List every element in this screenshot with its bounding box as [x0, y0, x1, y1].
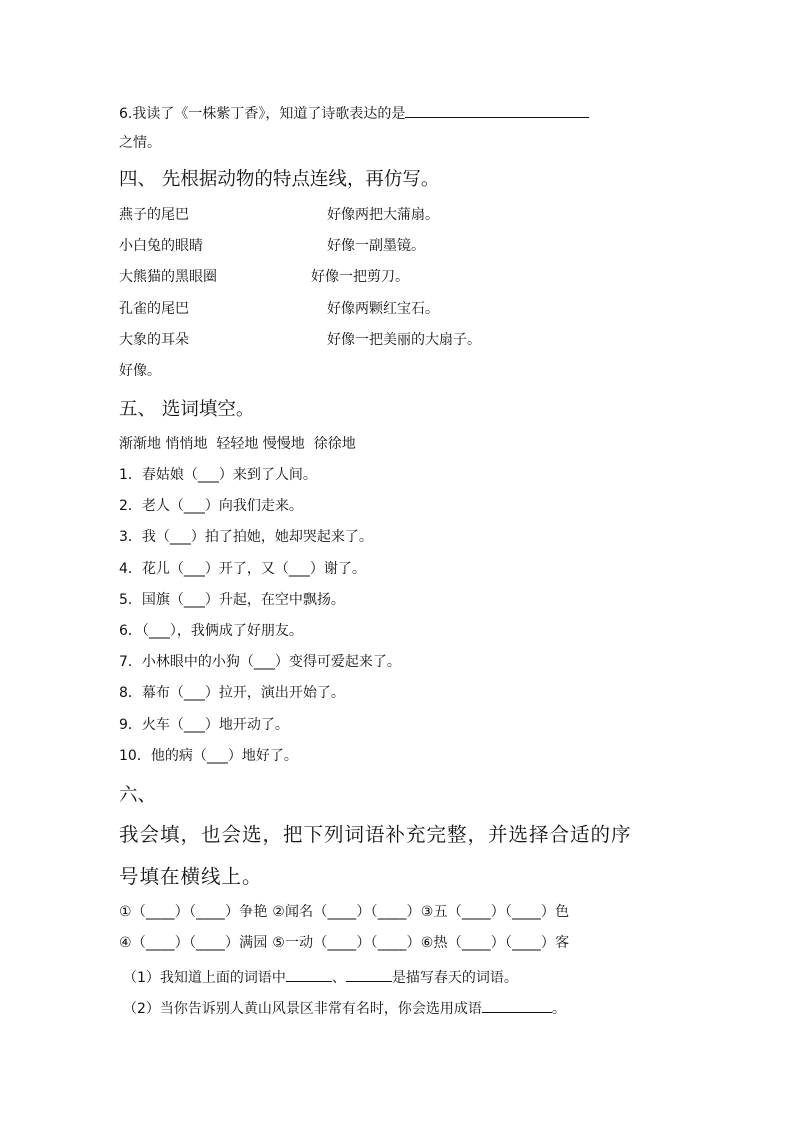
match-right-4[interactable]: 好像两颗红宝石。 — [327, 301, 439, 317]
fill-item-9[interactable]: 9．火车（___）地开动了。 — [119, 717, 289, 733]
section6-instruction-1: 我会填，也会选，把下列词语补充完整，并选择合适的序 — [119, 823, 632, 846]
match-left-4[interactable]: 孔雀的尾巴 — [119, 301, 189, 317]
section5-title: 五、 选词填空。 — [119, 399, 255, 420]
match-right-3[interactable]: 好像一把剪刀。 — [311, 269, 409, 285]
q1-blank-2[interactable] — [346, 967, 392, 982]
fill-item-10[interactable]: 10．他的病（___）地好了。 — [119, 748, 298, 764]
fill-item-4[interactable]: 4．花儿（___）开了，又（___）谢了。 — [119, 561, 366, 577]
sec6-question-1 — [123, 967, 518, 987]
fill-item-2[interactable]: 2．老人（___）向我们走来。 — [119, 498, 303, 514]
match-left-1[interactable]: 燕子的尾巴 — [119, 207, 189, 223]
match-right-2[interactable]: 好像一副墨镜。 — [327, 238, 425, 254]
word-bank: 渐渐地 悄悄地 轻轻地 慢慢地 徐徐地 — [119, 436, 356, 452]
q6-text: 6.我读了《一株紫丁香》，知道了诗歌表达的是 — [119, 106, 406, 122]
fill-item-3[interactable]: 3．我（___）拍了拍她，她却哭起来了。 — [119, 529, 373, 545]
fill-item-7[interactable]: 7．小林眼中的小狗（___）变得可爱起来了。 — [119, 654, 401, 670]
fill-item-6[interactable]: 6．（___），我俩成了好朋友。 — [119, 623, 303, 639]
q6-answer-blank[interactable] — [405, 103, 589, 118]
match-left-5[interactable]: 大象的耳朵 — [119, 332, 189, 348]
match-left-2[interactable]: 小白兔的眼睛 — [119, 238, 203, 254]
q1-suffix: 是描写春天的词语。 — [391, 970, 518, 986]
idiom-row-1[interactable]: ①（____）（____）争艳 ②闻名（____）（____）③五（____）（____）色 — [119, 904, 570, 920]
q2-suffix: 。 — [551, 1001, 566, 1017]
q1-separator: 、 — [331, 970, 346, 986]
fill-item-5[interactable]: 5．国旗（___）升起，在空中飘扬。 — [119, 592, 345, 608]
match-right-1[interactable]: 好像两把大蒲扇。 — [327, 207, 439, 223]
imitate-line[interactable]: 好像。 — [119, 363, 161, 379]
fill-item-8[interactable]: 8．幕布（___）拉开，演出开始了。 — [119, 685, 345, 701]
q2-prefix: （2）当你告诉别人黄山风景区非常有名时，你会选用成语 — [123, 1001, 482, 1017]
section4-title: 四、 先根据动物的特点连线，再仿写。 — [119, 169, 440, 190]
q2-blank[interactable] — [482, 998, 552, 1013]
match-left-3[interactable]: 大熊猫的黑眼圈 — [119, 269, 217, 285]
q1-prefix: （1）我知道上面的词语中 — [123, 970, 286, 986]
q1-blank-1[interactable] — [286, 967, 332, 982]
q6-tail: 之情。 — [119, 135, 161, 151]
idiom-row-2[interactable]: ④（____）（____）满园 ⑤一动（____）（____）⑥热（____）（____）客 — [119, 935, 570, 951]
sec6-question-2 — [123, 998, 566, 1018]
section6-number: 六、 — [119, 785, 157, 806]
q6-line — [119, 103, 589, 123]
match-right-5[interactable]: 好像一把美丽的大扇子。 — [327, 332, 481, 348]
section6-instruction-2: 号填在横线上。 — [119, 865, 263, 888]
fill-item-1[interactable]: 1．春姑娘（___）来到了人间。 — [119, 467, 317, 483]
